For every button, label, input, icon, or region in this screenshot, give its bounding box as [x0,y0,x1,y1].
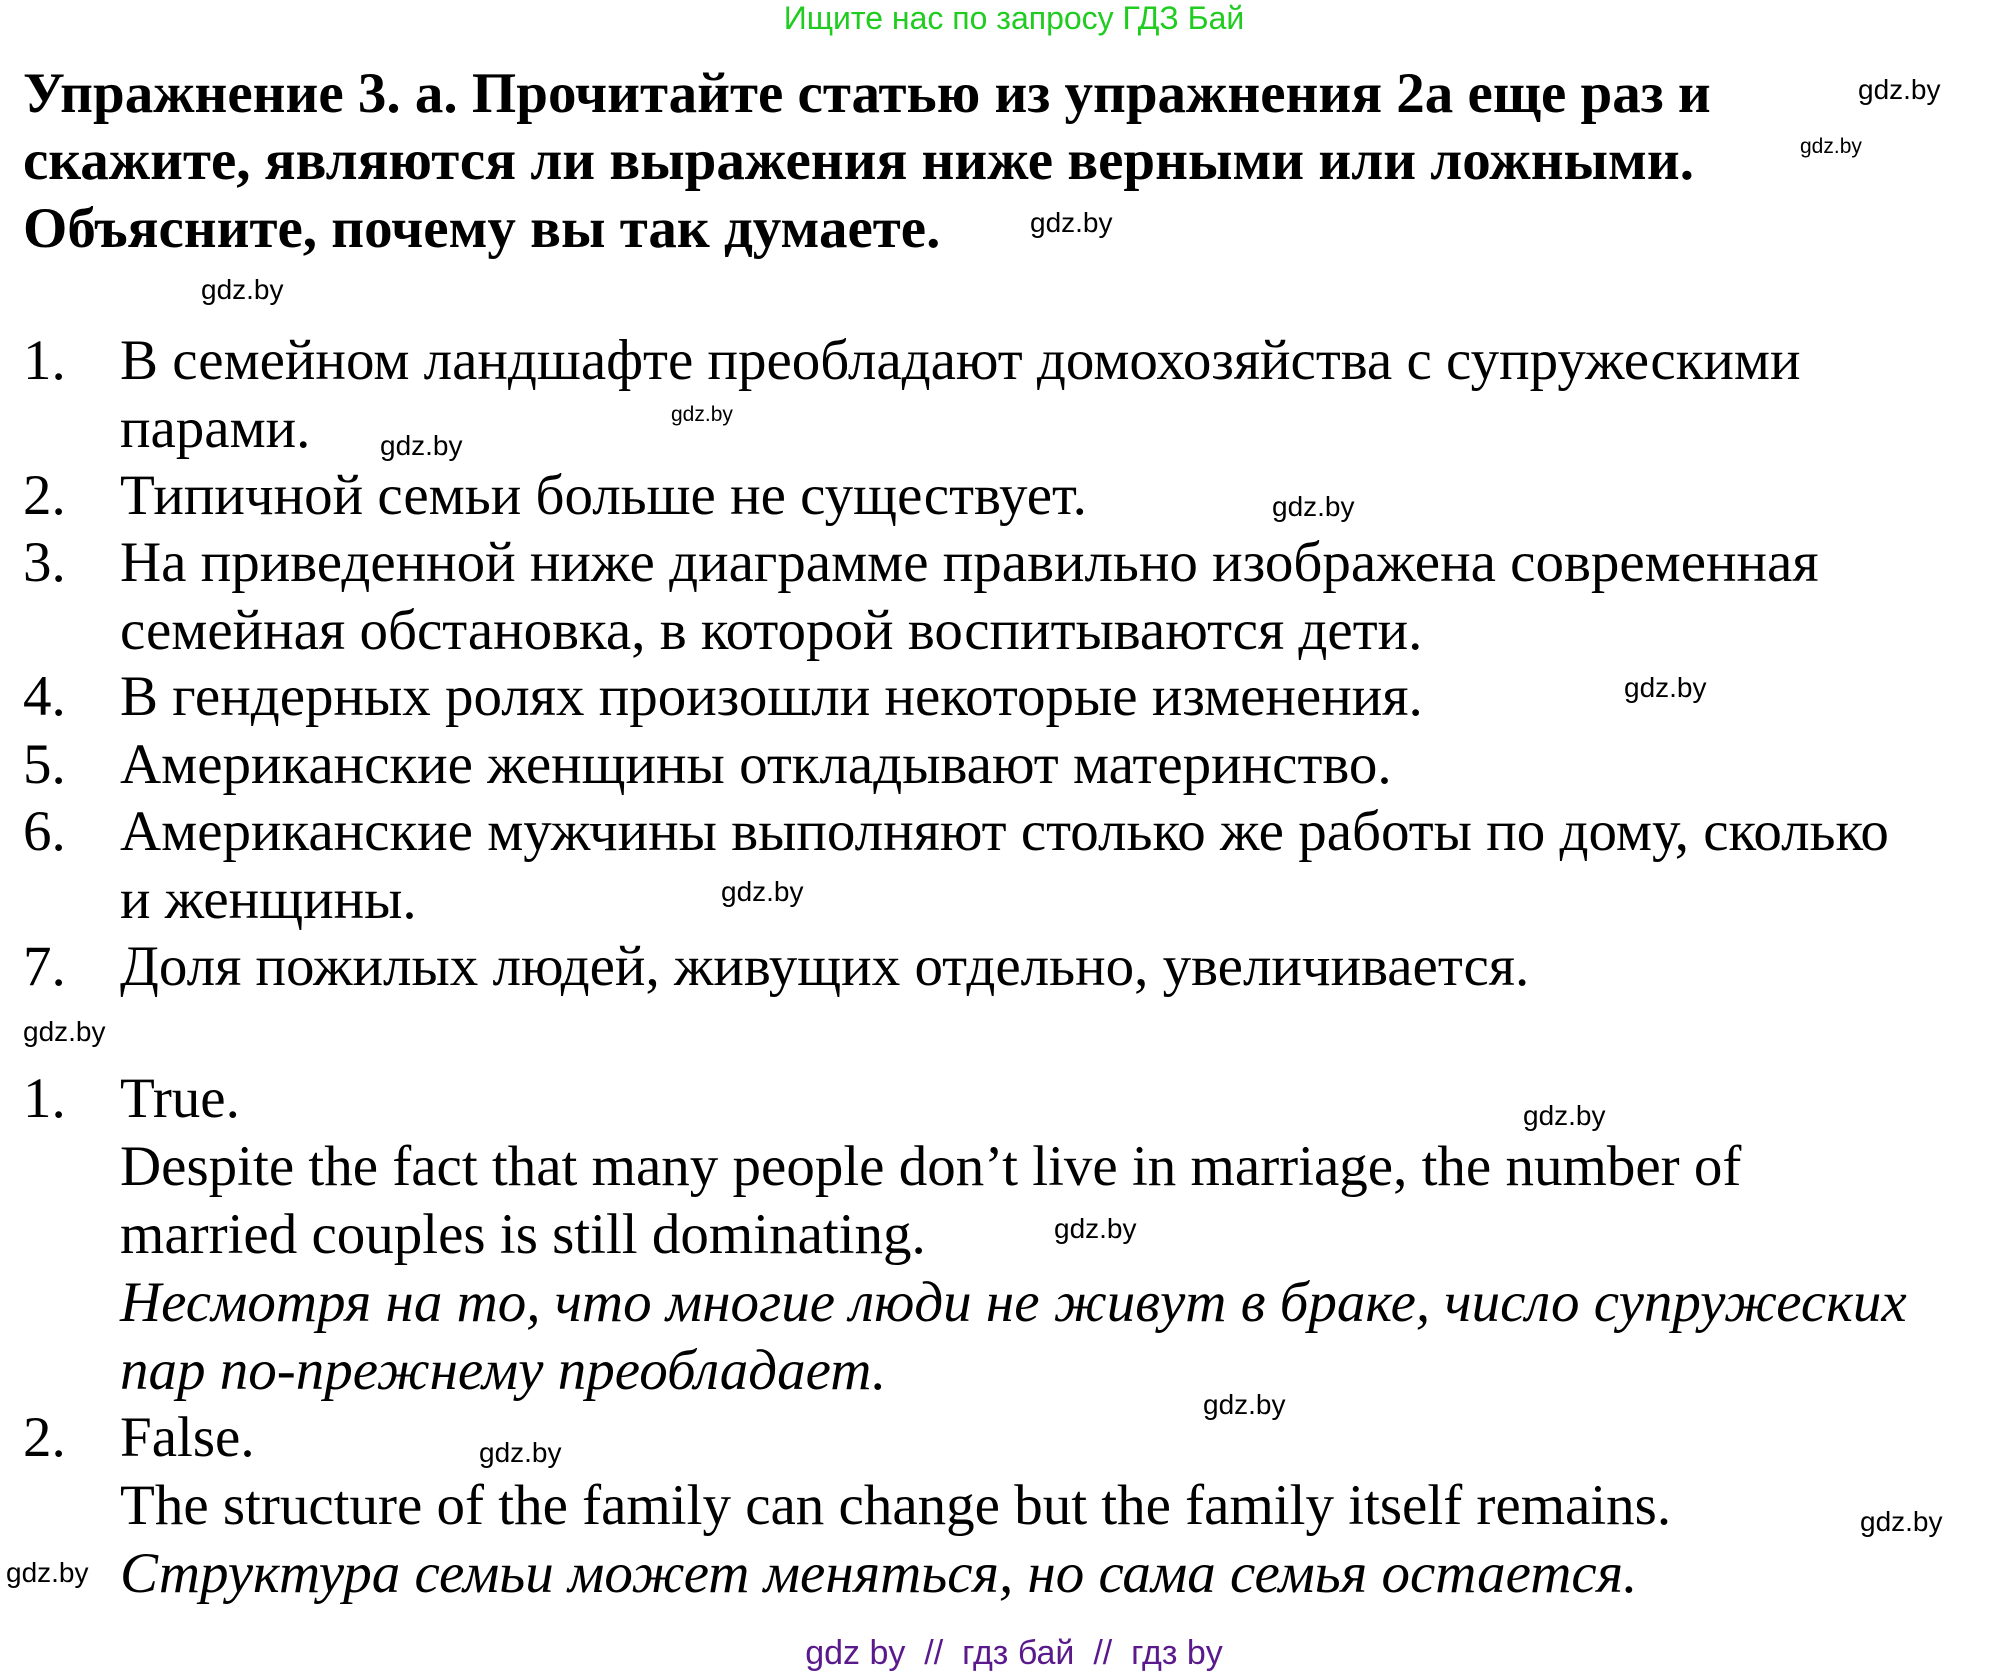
watermark: gdz.by [1523,1100,1606,1131]
watermark: gdz.by [23,1016,106,1047]
footer-links: gdz by // гдз бай // гдз by [805,1634,1223,1672]
answer-verdict: False. [120,1406,255,1469]
answer-verdict: True. [120,1067,240,1130]
watermark: gdz.by [671,403,733,426]
statement-number: 6. [23,800,66,863]
answer-russian: Структура семьи может меняться, но сама семья остается. [120,1542,1638,1605]
statement-text: В гендерных ролях произошли некоторые изменения. [120,665,1423,728]
statement-number: 5. [23,733,66,796]
watermark: gdz.by [1030,207,1113,238]
watermark: gdz.by [6,1557,89,1588]
answer-russian: пар по-прежнему преобладает. [120,1339,887,1402]
watermark: gdz.by [380,430,463,461]
watermark: gdz.by [1624,672,1707,703]
statement-text: Типичной семьи больше не существует. [120,464,1087,527]
watermark: gdz.by [1860,1506,1943,1537]
statement-text: Американские мужчины выполняют столько же работы по дому, сколько [120,800,1889,863]
answer-english: Despite the fact that many people don’t live in marriage, the number of [120,1135,1742,1198]
top-banner: Ищите нас по запросу ГДЗ Бай [783,0,1245,36]
watermark: gdz.by [721,876,804,907]
watermark: gdz.by [201,274,284,305]
statement-text: Доля пожилых людей, живущих отдельно, увеличивается. [120,935,1530,998]
exercise-title-line-2: скажите, являются ли выражения ниже верными или ложными. [23,129,1694,192]
exercise-title-line-1: Упражнение 3. а. Прочитайте статью из упражнения 2а еще раз и [23,62,1711,125]
answer-russian: Несмотря на то, что многие люди не живут в браке, число супружеских [120,1271,1907,1334]
answer-number: 2. [23,1406,66,1469]
statement-text: и женщины. [120,868,417,931]
answer-number: 1. [23,1067,66,1130]
exercise-title-line-3: Объясните, почему вы так думаете. [23,197,941,260]
watermark: gdz.by [1858,74,1941,105]
watermark: gdz.by [1203,1389,1286,1420]
watermark: gdz.by [1054,1213,1137,1244]
statement-text: На приведенной ниже диаграмме правильно изображена современная [120,531,1819,594]
statement-text: семейная обстановка, в которой воспитываются дети. [120,599,1423,662]
statement-text: Американские женщины откладывают материнство. [120,733,1392,796]
statement-text: парами. [120,397,311,460]
watermark: gdz.by [479,1437,562,1468]
statement-number: 4. [23,665,66,728]
watermark: gdz.by [1272,491,1355,522]
statement-text: В семейном ландшафте преобладают домохозяйства с супружескими [120,329,1801,392]
watermark: gdz.by [1800,135,1862,158]
statement-number: 3. [23,531,66,594]
statement-number: 7. [23,935,66,998]
statement-number: 2. [23,464,66,527]
answer-english: married couples is still dominating. [120,1203,926,1266]
answer-english: The structure of the family can change but the family itself remains. [120,1474,1672,1537]
statement-number: 1. [23,329,66,392]
